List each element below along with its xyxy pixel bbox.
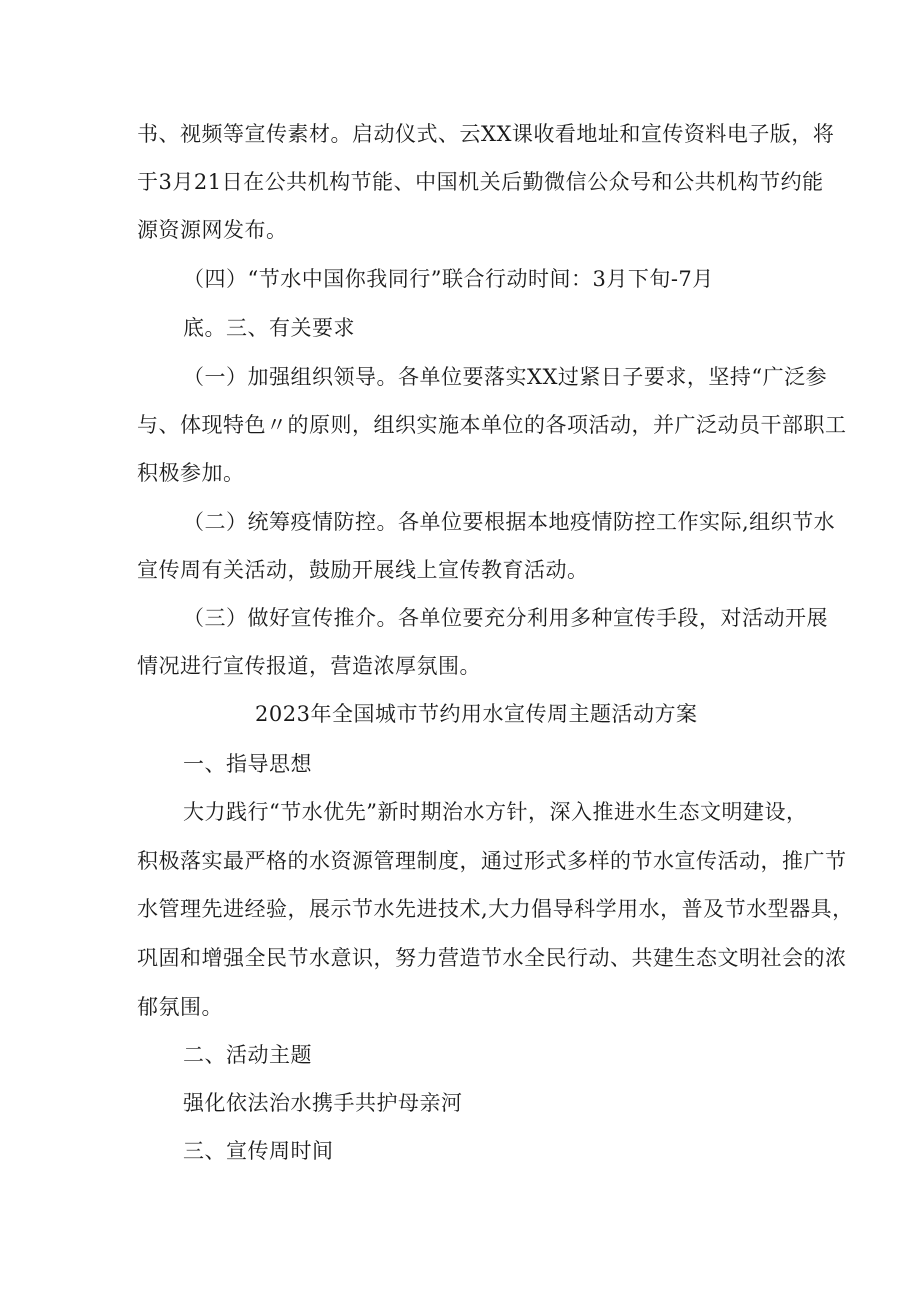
body-text-line: 郁氛围。 — [137, 995, 223, 1019]
section-heading-line: 三、宣传周时间 — [183, 1139, 334, 1163]
body-text-line: 情况进行宣传报道，营造浓厚氛围。 — [137, 654, 481, 678]
body-text-line: 与、体现特色〃的原则，组织实施本单位的各项活动，并广泛动员干部职工 — [137, 413, 847, 437]
body-text-line: 巩固和增强全民节水意识，努力营造节水全民行动、共建生态文明社会的浓 — [137, 946, 847, 970]
body-text-line: 积极落实最严格的水资源管理制度，通过形式多样的节水宣传活动，推广节 — [137, 849, 847, 873]
body-text-line: 积极参加。 — [137, 461, 245, 485]
body-text-line: （二）统筹疫情防控。各单位要根据本地疫情防控工作实际,组织节水 — [183, 510, 836, 534]
body-text-line: 大力践行“节水优先”新时期治水方针，深入推进水生态文明建设， — [183, 800, 808, 824]
body-text-line: 于3月21日在公共机构节能、中国机关后勤微信公众号和公共机构节约能 — [137, 170, 824, 194]
document-title: 2023年全国城市节约用水宣传周主题活动方案 — [255, 702, 698, 726]
section-heading-line: 底。三、有关要求 — [183, 316, 355, 340]
body-text-line: 宣传周有关活动，鼓励开展线上宣传教育活动。 — [137, 558, 589, 582]
body-text-line: 水管理先进经验，展示节水先进技术,大力倡导科学用水，普及节水型器具， — [137, 897, 854, 921]
section-heading-line: 二、活动主题 — [183, 1043, 312, 1067]
section-heading-line: （四）“节水中国你我同行”联合行动时间：3月下旬-7月 — [183, 267, 714, 291]
section-heading-line: 一、指导思想 — [183, 752, 312, 776]
body-text-line: 书、视频等宣传素材。启动仪式、云XX课收看地址和宣传资料电子版，将 — [137, 122, 835, 146]
body-text-line: 源资源网发布。 — [137, 218, 288, 242]
body-text-line: （三）做好宣传推介。各单位要充分利用多种宣传手段，对活动开展 — [183, 606, 828, 630]
body-text-line: 强化依法治水携手共护母亲河 — [183, 1091, 463, 1115]
body-text-line: （一）加强组织领导。各单位要落实XX过紧日子要求，坚持“广泛参 — [183, 365, 828, 389]
